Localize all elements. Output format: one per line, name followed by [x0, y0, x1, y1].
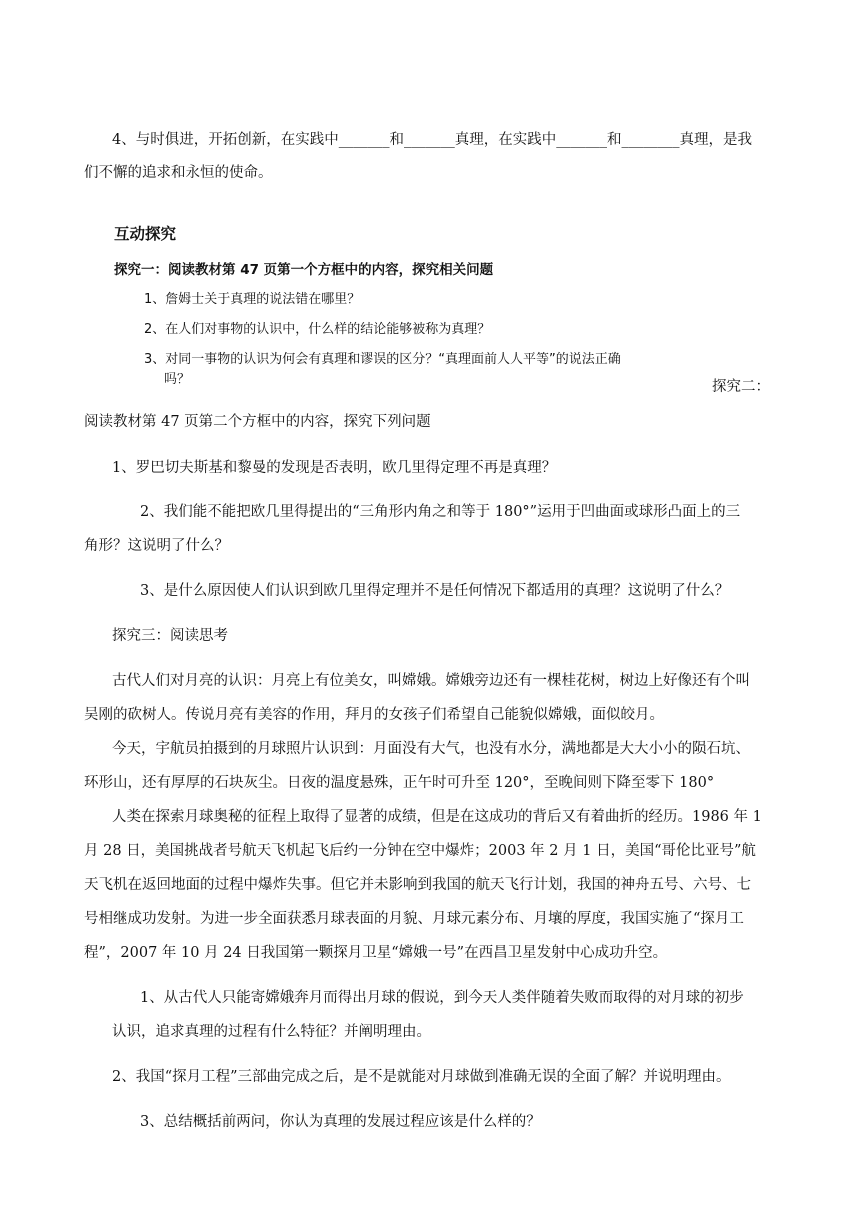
explore-3-question-3: 3、总结概括前两问，你认为真理的发展过程应该是什么样的？	[140, 1114, 541, 1130]
figure-subheading: 探究一：阅读教材第 47 页第一个方框中的内容，探究相关问题	[114, 262, 494, 278]
explore-2-question-2-line-2: 角形？这说明了什么？	[84, 538, 229, 554]
paragraph-2-line-2: 环形山，还有厚厚的石块灰尘。日夜的温度悬殊，正午时可升至 120°，至晚间则下降至零下 180°	[84, 775, 715, 791]
paragraph-2-line-1: 今天，宇航员拍摄到的月球照片认识到：月面没有大气，也没有水分，满地都是大大小小的陨石坑、	[112, 741, 750, 757]
explore-2-question-1: 1、罗巴切夫斯基和黎曼的发现是否表明，欧几里得定理不再是真理？	[112, 460, 557, 476]
paragraph-1-line-1: 古代人们对月亮的认识：月亮上有位美女，叫嫦娥。嫦娥旁边还有一棵桂花树，树边上好像还有个叫	[112, 673, 750, 689]
paragraph-3-line-1: 人类在探索月球奥秘的征程上取得了显著的成绩，但是在这成功的背后又有着曲折的经历。1986 年 1	[112, 809, 762, 825]
explore-3-question-1-line-2: 认识，追求真理的过程有什么特征？并阐明理由。	[112, 1024, 431, 1040]
explore-3-question-1-line-1: 1、从古代人只能寄嫦娥奔月而得出月球的假说，到今天人类伴随着失败而取得的对月球的初步	[140, 990, 744, 1006]
paragraph-3-line-2: 月 28 日，美国挑战者号航天飞机起飞后约一分钟在空中爆炸；2003 年 2 月 1 日，美国“哥伦比亚号”航	[84, 843, 756, 859]
figure-question-3-line-1: 3、对同一事物的认识为何会有真理和谬误的区分？“真理面前人人平等”的说法正确	[144, 352, 621, 367]
item-4-line-1: 4、与时俱进，开拓创新，在实践中_______和_______真理，在实践中_______和________真理，是我	[112, 132, 752, 148]
explore-2-label: 探究二：	[712, 379, 770, 395]
paragraph-3-line-4: 号相继成功发射。为进一步全面获悉月球表面的月貌、月球元素分布、月壤的厚度，我国实施了“探月工	[84, 911, 744, 927]
explore-2-question-2-line-1: 2、我们能不能把欧几里得提出的“三角形内角之和等于 180°”运用于凹曲面或球形凸面上的三	[140, 504, 741, 520]
paragraph-3-line-3: 天飞机在返回地面的过程中爆炸失事。但它并未影响到我国的航天飞行计划，我国的神舟五号、六号、七	[84, 877, 751, 893]
item-4-line-2: 们不懈的追求和永恒的使命。	[84, 165, 273, 181]
figure-heading: 互动探究	[114, 225, 177, 243]
paragraph-3-line-5: 程”，2007 年 10 月 24 日我国第一颗探月卫星“嫦娥一号”在西昌卫星发射中心成功升空。	[84, 945, 668, 961]
explore-3-question-2: 2、我国“探月工程”三部曲完成之后，是不是就能对月球做到准确无误的全面了解？并说明理由。	[112, 1069, 731, 1085]
explore-2-question-3: 3、是什么原因使人们认识到欧几里得定理并不是任何情况下都适用的真理？这说明了什么？	[140, 583, 730, 599]
explore-3-label: 探究三：阅读思考	[112, 628, 228, 644]
paragraph-1-line-2: 吴刚的砍树人。传说月亮有美容的作用，拜月的女孩子们希望自己能貌似嫦娥，面似皎月。	[84, 707, 664, 723]
figure-question-3-line-2: 吗？	[164, 372, 191, 387]
figure-question-2: 2、在人们对事物的认识中，什么样的结论能够被称为真理？	[144, 322, 491, 337]
figure-question-1: 1、詹姆士关于真理的说法错在哪里？	[144, 292, 361, 307]
embedded-figure	[112, 222, 672, 387]
explore-2-intro: 阅读教材第 47 页第二个方框中的内容，探究下列问题	[84, 414, 431, 430]
